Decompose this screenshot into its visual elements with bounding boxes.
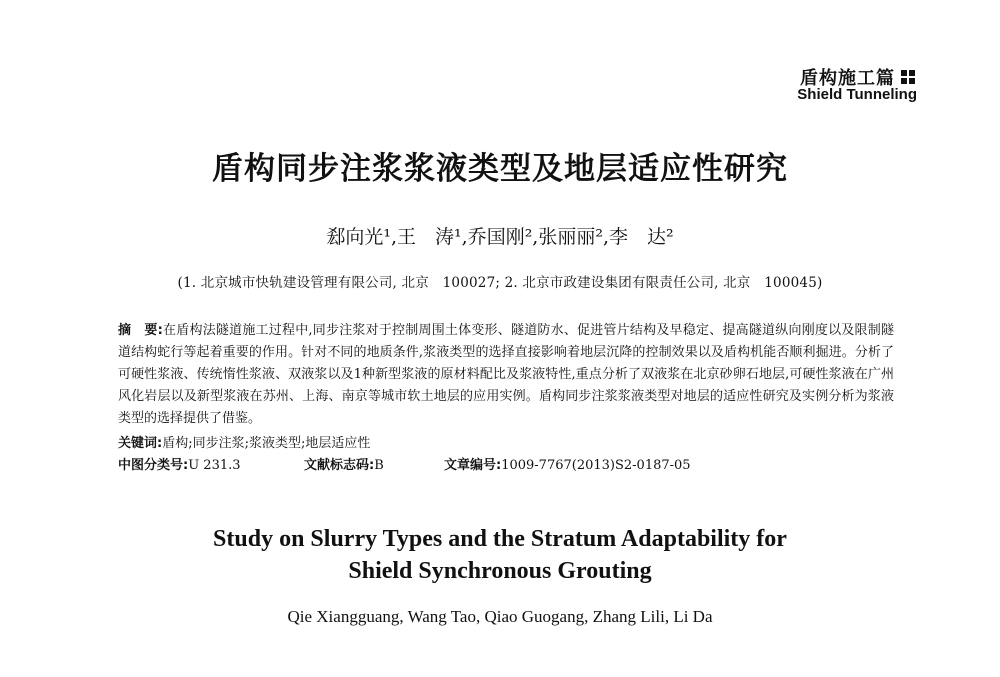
keywords-text: 盾构;同步注浆;浆液类型;地层适应性	[162, 436, 371, 451]
paper-title-en-line2: Shield Synchronous Grouting	[348, 558, 652, 584]
doc-label: 文献标志码:	[304, 458, 375, 473]
section-title-en: Shield Tunneling	[797, 86, 917, 103]
clc-value: U 231.3	[188, 458, 241, 473]
authors-en: Qie Xiangguang, Wang Tao, Qiao Guogang, Zhang Lili, Li Da	[287, 607, 713, 626]
section-mark-icon	[901, 70, 915, 84]
section-title-zh: 盾构施工篇	[800, 68, 895, 89]
authors-zh: 郄向光¹,王 涛¹,乔国刚²,张丽丽²,李 达²	[326, 226, 674, 248]
affiliations-zh: (1. 北京城市快轨建设管理有限公司, 北京 100027; 2. 北京市政建设集团有限责任公司, 北京 100045)	[177, 275, 823, 291]
clc-code	[118, 454, 241, 473]
article-value: 1009-7767(2013)S2-0187-05	[501, 458, 691, 473]
doc-code	[304, 454, 384, 473]
abstract-label: 摘 要:	[118, 323, 163, 338]
keywords-label: 关键词:	[118, 436, 163, 451]
article-label: 文章编号:	[444, 458, 502, 473]
paper-title-en-line1: Study on Slurry Types and the Stratum Adaptability for	[213, 526, 787, 552]
article-number	[444, 454, 691, 473]
paper-title-zh: 盾构同步注浆浆液类型及地层适应性研究	[212, 151, 788, 187]
doc-value: B	[374, 458, 384, 473]
clc-label: 中图分类号:	[118, 458, 189, 473]
abstract-text: 在盾构法隧道施工过程中,同步注浆对于控制周围土体变形、隧道防水、促进管片结构及早稳定、提高隧道纵向刚度以及限制隧道结构蛇行等起着重要的作用。针对不同的地质条件,浆液类型的选择直接影响着地层沉降的控制效果以及盾构机能否顺利掘进。分析了可硬性浆液、传统惰性浆液、双液浆以及1种新型浆液的原材料配比及浆液特性,重点分析了双液浆在北京砂卵石地层,可硬性浆液在广州风化岩层以及新型浆液在苏州、上海、南京等城市软土地层的应用实例。盾构同步注浆浆液类型对地层的适应性研究及实例分析为浆液类型的选择提供了借鉴。	[118, 323, 894, 426]
keywords	[118, 432, 370, 451]
paper-title-en	[0, 523, 1000, 587]
abstract	[118, 320, 894, 430]
